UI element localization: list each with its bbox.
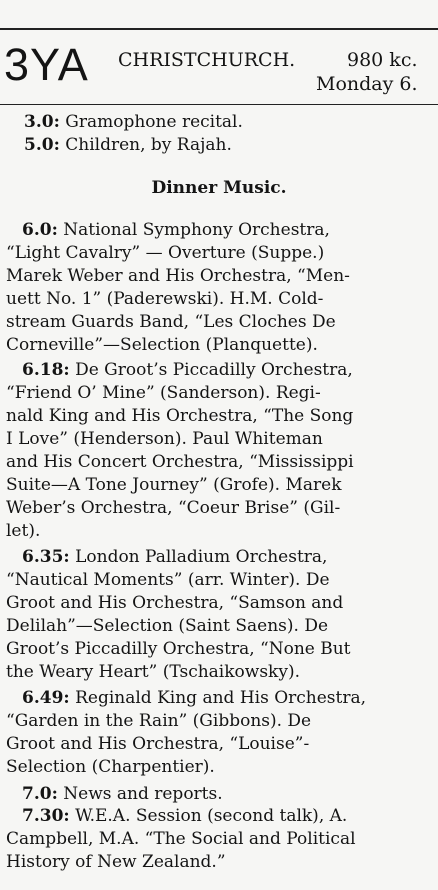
- entry-first-line: [22, 362, 353, 379]
- entry-time: 6.0:: [22, 220, 58, 240]
- entry-text: Corneville”—Selection (Planquette).: [6, 335, 318, 355]
- entry-text: Weber’s Orchestra, “Coeur Brise” (Gil-: [6, 498, 341, 518]
- entry-text: W.E.A. Session (second talk), A.: [69, 806, 348, 826]
- entry-text: De Groot’s Piccadilly Orchestra,: [69, 360, 353, 380]
- entry-text: let).: [6, 521, 41, 541]
- frequency-label: 980 kc.: [347, 49, 418, 71]
- entry-text: “Garden in the Rain” (Gibbons). De: [6, 711, 312, 731]
- entry-text: Marek Weber and His Orchestra, “Men-: [6, 266, 350, 286]
- entry-continuation-line: [6, 408, 353, 425]
- entry-continuation-line: [6, 431, 323, 448]
- city-label: CHRISTCHURCH.: [118, 49, 296, 71]
- entry-time: 6.49:: [22, 688, 70, 708]
- entry-continuation-line: [6, 736, 309, 753]
- entry-text: News and reports.: [57, 784, 223, 804]
- schedule-entry: [24, 114, 243, 131]
- entry-text: Groot’s Piccadilly Orchestra, “None But: [6, 639, 351, 659]
- entry-text: “Friend O’ Mine” (Sanderson). Regi-: [6, 383, 321, 403]
- entry-text: Reginald King and His Orchestra,: [69, 688, 367, 708]
- entry-continuation-line: [6, 291, 323, 308]
- entry-continuation-line: [6, 385, 321, 402]
- entry-text: Gramophone recital.: [65, 112, 243, 132]
- entry-text: Selection (Charpentier).: [6, 757, 215, 777]
- entry-text: National Symphony Orchestra,: [57, 220, 330, 240]
- entry-text: the Weary Heart” (Tschaikowsky).: [6, 662, 300, 682]
- entry-continuation-line: [6, 713, 311, 730]
- entry-text: Delilah”—Selection (Saint Saens). De: [6, 616, 329, 636]
- entry-first-line: [22, 222, 330, 239]
- entry-continuation-line: [6, 477, 342, 494]
- entry-continuation-line: [6, 500, 340, 517]
- entry-first-line: [22, 549, 327, 566]
- entry-continuation-line: [6, 523, 40, 540]
- entry-time: 3.0:: [24, 112, 60, 132]
- entry-first-line: [22, 690, 366, 707]
- header-rule: [0, 104, 438, 105]
- schedule-entry: [24, 137, 232, 154]
- entry-text: nald King and His Orchestra, “The Song: [6, 406, 354, 426]
- entry-text: Campbell, M.A. “The Social and Political: [6, 829, 356, 849]
- entry-continuation-line: [6, 618, 328, 635]
- entry-time: 5.0:: [24, 135, 60, 155]
- day-label: Monday 6.: [316, 73, 418, 95]
- entry-text: “Light Cavalry” — Overture (Suppe.): [6, 243, 325, 263]
- entry-continuation-line: [6, 454, 354, 471]
- entry-continuation-line: [6, 854, 226, 871]
- station-callsign: 3YA: [4, 39, 89, 90]
- entry-time: 7.0:: [22, 784, 58, 804]
- entry-continuation-line: [6, 268, 350, 285]
- entry-text: uett No. 1” (Paderewski). H.M. Cold-: [6, 289, 324, 309]
- entry-continuation-line: [6, 831, 356, 848]
- entry-text: History of New Zealand.”: [6, 852, 226, 872]
- entry-continuation-line: [6, 245, 324, 262]
- entry-continuation-line: [6, 595, 343, 612]
- entry-time: 6.18:: [22, 360, 70, 380]
- entry-continuation-line: [6, 572, 330, 589]
- entry-text: Children, by Rajah.: [65, 135, 232, 155]
- entry-first-line: [22, 808, 347, 825]
- entry-continuation-line: [6, 664, 300, 681]
- entry-continuation-line: [6, 337, 318, 354]
- entry-first-line: [22, 786, 223, 803]
- entry-continuation-line: [6, 314, 336, 331]
- top-rule: [0, 28, 438, 30]
- section-heading: Dinner Music.: [151, 178, 287, 198]
- entry-text: I Love” (Henderson). Paul Whiteman: [6, 429, 323, 449]
- entry-text: Suite—A Tone Journey” (Grofe). Marek: [6, 475, 342, 495]
- entry-time: 7.30:: [22, 806, 70, 826]
- entry-continuation-line: [6, 759, 215, 776]
- entry-continuation-line: [6, 641, 351, 658]
- entry-text: London Palladium Orchestra,: [69, 547, 328, 567]
- entry-text: and His Concert Orchestra, “Mississippi: [6, 452, 354, 472]
- entry-text: “Nautical Moments” (arr. Winter). De: [6, 570, 330, 590]
- entry-text: Groot and His Orchestra, “Samson and: [6, 593, 344, 613]
- entry-text: Groot and His Orchestra, “Louise”-: [6, 734, 310, 754]
- entry-time: 6.35:: [22, 547, 70, 567]
- entry-text: stream Guards Band, “Les Cloches De: [6, 312, 336, 332]
